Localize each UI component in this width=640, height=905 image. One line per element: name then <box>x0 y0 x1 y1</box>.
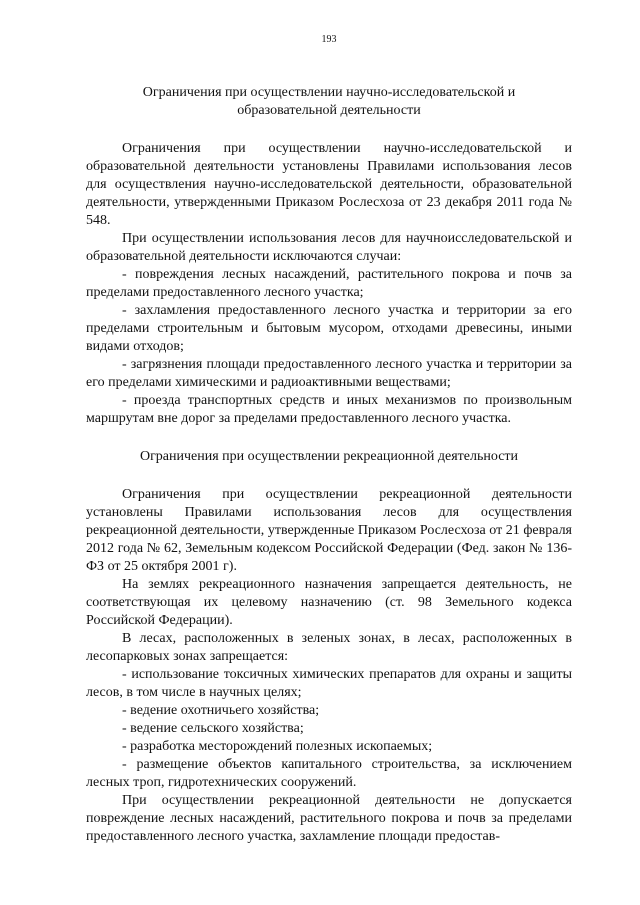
document-page <box>86 34 572 846</box>
paragraph: При осуществлении рекреационной деятельности не допускается повреждение лесных насаждений, растительного покрова и почв за пределами предоставленного лесного участка, захламление площади предостав- <box>86 793 572 844</box>
list-item: - разработка месторождений полезных ископаемых; <box>122 739 433 754</box>
list-item: - проезда транспортных средств и иных механизмов по произвольным маршрутам вне дорог за пределами предоставленного лесного участка. <box>86 393 572 426</box>
list-item: - ведение охотничьего хозяйства; <box>122 703 320 718</box>
list-item: - загрязнения площади предоставленного лесного участка и территории за его пределами химическими и радиоактивными веществами; <box>86 357 572 390</box>
paragraph: В лесах, расположенных в зеленых зонах, в лесах, расположенных в лесопарковых зонах запрещается: <box>86 631 572 664</box>
page-number: 193 <box>321 34 337 45</box>
list-item: - захламления предоставленного лесного участка и территории за его пределами строительным и бытовым мусором, отходами древесины, иными видами отходов; <box>86 303 572 354</box>
paragraph: Ограничения при осуществлении научно-исследовательской и образовательной деятельности установлены Правилами использования лесов для осуществления научно-исследовательской деятельности, образовательной деятельности, утвержденными Приказом Рослесхоза от 23 декабря 2011 года № 548. <box>86 141 572 228</box>
list-item: - повреждения лесных насаждений, растительного покрова и почв за пределами предоставленного лесного участка; <box>86 267 572 300</box>
section-heading-recreation: Ограничения при осуществлении рекреационной деятельности <box>139 449 519 464</box>
list-item: - использование токсичных химических препаратов для охраны и защиты лесов, в том числе в научных целях; <box>86 667 572 700</box>
paragraph: Ограничения при осуществлении рекреационной деятельности установлены Правилами использования лесов для осуществления рекреационной деятельности, утвержденные Приказом Рослесхоза от 21 февраля 2012 года № 62, Земельным кодексом Российской Федерации (Фед. закон № 136-ФЗ от 25 октября 2001 г). <box>86 487 572 574</box>
section-heading-research: Ограничения при осуществлении научно-исследовательской и образовательной деятельности <box>142 85 516 118</box>
paragraph: При осуществлении использования лесов для научноисследовательской и образовательной деятельности исключаются случаи: <box>86 231 572 264</box>
paragraph: На землях рекреационного назначения запрещается деятельность, не соответствующая их целевому назначению (ст. 98 Земельного кодекса Российской Федерации). <box>86 577 572 628</box>
list-item: - ведение сельского хозяйства; <box>122 721 304 736</box>
list-item: - размещение объектов капитального строительства, за исключением лесных троп, гидротехнических сооружений. <box>86 757 572 790</box>
